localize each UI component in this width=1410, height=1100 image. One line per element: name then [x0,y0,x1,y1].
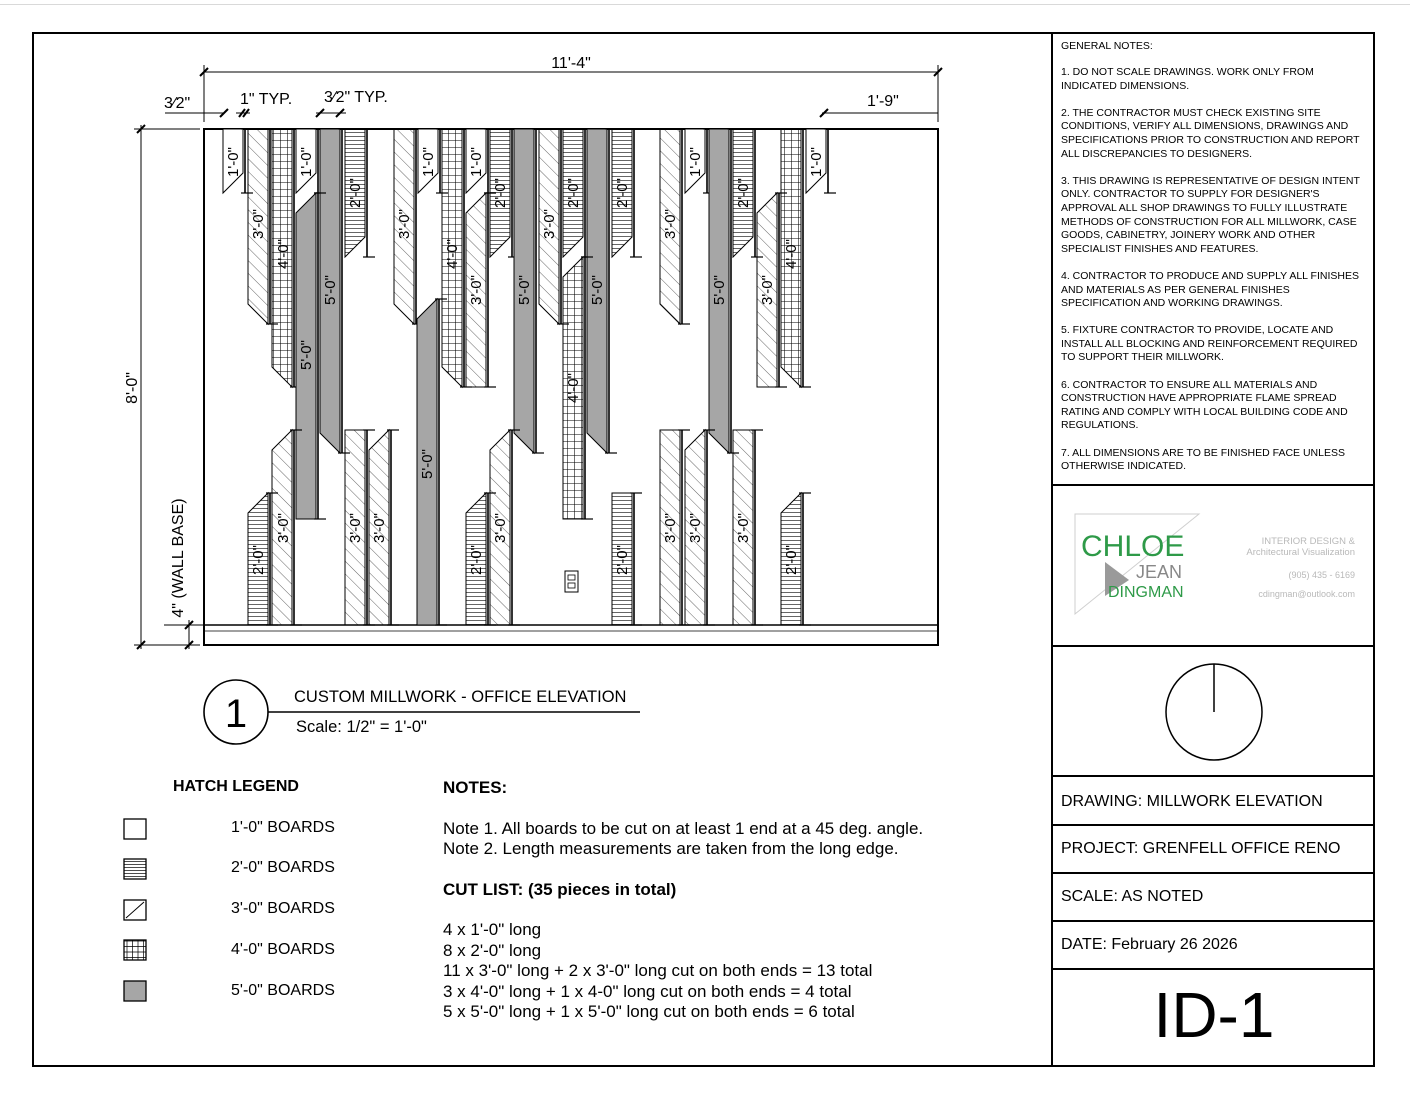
legend-swatch-2ft [124,859,146,879]
legend-label-3ft: 3'-0" BOARDS [231,900,335,917]
general-note: 4. CONTRACTOR TO PRODUCE AND SUPPLY ALL FINISHES AND MATERIALS AS PER GENERAL FINISHES SPECIFICATION AND WORKING DRAWINGS. [1061,269,1359,310]
notes-block [443,778,1043,1023]
board-length-label: 4'-0" [783,239,800,269]
board-length-label: 3'-0" [687,513,704,543]
legend-label-5ft: 5'-0" BOARDS [231,982,335,999]
notes-title: NOTES: [443,778,508,797]
board-length-label: 1'-0" [225,147,242,177]
board-length-label: 1'-0" [808,147,825,177]
cut-list-line: 8 x 2'-0" long [443,940,542,960]
sheet-number: ID-1 [1153,979,1275,1051]
board-length-label: 3'-0" [662,209,679,239]
board-length-label: 4'-0" [275,239,292,269]
general-notes-title: GENERAL NOTES: [1061,40,1153,52]
board-length-label: 2'-0" [347,178,364,208]
board-length-label: 3'-0" [396,209,413,239]
drawing-number: 1 [224,692,248,736]
overall-height-text: 8'-0" [124,372,141,404]
cut-list-line: 5 x 5'-0" long + 1 x 5'-0" long cut on both ends = 6 total [443,1002,855,1021]
logo-tagline-1: INTERIOR DESIGN & [1261,536,1355,547]
legend-label-2ft: 2'-0" BOARDS [231,859,335,876]
board-length-label: 5'-0" [516,275,533,305]
board-length-label: 5'-0" [322,275,339,305]
drawing-date: DATE: February 26 2026 [1061,936,1238,953]
cut-list-line: 3 x 4'-0" long + 1 x 4-0" long cut on both ends = 4 total [443,981,852,1001]
cut-list-line: 11 x 3'-0" long + 2 x 3'-0" long cut on both ends = 13 total [443,961,873,980]
logo-first-name: CHLOE [1081,530,1185,563]
general-note: 6. CONTRACTOR TO ENSURE ALL MATERIALS AND CONSTRUCTION HAVE APPROPRIATE FLAME SPREAD RATING AND COMPLY WITH LOCAL BUILDING CODE AND REGULATIONS. [1061,378,1348,432]
board-length-label: 2'-0" [468,545,485,575]
board-length-label: 2'-0" [735,178,752,208]
board-length-label: 1'-0" [687,147,704,177]
board-length-label: 2'-0" [783,545,800,575]
board-length-label: 2'-0" [614,178,631,208]
board-length-label: 2'-0" [250,545,267,575]
cut-list-line: 4 x 1'-0" long [443,920,542,939]
drawing-name: DRAWING: MILLWORK ELEVATION [1061,793,1323,810]
legend-swatch-5ft [124,981,146,1001]
legend-swatch-1ft [124,819,146,839]
general-note: 5. FIXTURE CONTRACTOR TO PROVIDE, LOCATE AND INSTALL ALL BLOCKING AND REINFORCEMENT REQUIRED TO SUPPORT THEIR MILLWORK. [1061,324,1358,364]
board-length-label: 4'-0" [444,239,461,269]
general-note: 3. THIS DRAWING IS REPRESENTATIVE OF DESIGN INTENT ONLY. CONTRACTOR TO SUPPLY FOR DESIGNER'S APPROVAL ALL SHOP DRAWINGS TO FULLY ILLUSTRATE METHODS OF CONSTRUCTION FOR ALL MILLWORK, CASE GOODS, CABINETRY, JOINERY WORK AND OTHER SPECIALIST FINISHES AND FEATURES. [1061,174,1360,255]
project-name: PROJECT: GRENFELL OFFICE RENO [1061,840,1341,857]
title-block [1051,32,1375,1067]
board-length-label: 3'-0" [735,513,752,543]
date-section [1053,922,1375,970]
board-length-label: 3'-0" [468,275,485,305]
north-arrow-section [1053,647,1375,777]
board-width-text: 3⁄2" TYP. [324,89,388,106]
legend-swatch-4ft [124,940,146,960]
logo-last-name: DINGMAN [1108,584,1184,601]
board-length-label: 3'-0" [347,513,364,543]
left-gap-text: 3⁄2" [164,95,191,112]
board-length-label: 1'-0" [468,147,485,177]
board-length-label: 2'-0" [492,178,509,208]
board-length-label: 5'-0" [298,340,315,370]
logo-tagline-2: Architectural Visualization [1246,547,1355,558]
board-length-label: 1'-0" [420,147,437,177]
board-length-label: 1'-0" [298,147,315,177]
logo-middle-name: JEAN [1136,562,1183,582]
board-length-label: 4'-0" [565,373,582,403]
general-notes-list [1061,66,1361,487]
general-note: 2. THE CONTRACTOR MUST CHECK EXISTING SITE CONDITIONS, VERIFY ALL DIMENSIONS, DRAWINGS AND SPECIFICATIONS PRIOR TO CONSTRUCTION AND REPORT ALL DISCREPANCIES TO DESIGNERS. [1061,106,1360,160]
overall-width-text: 11'-4" [551,55,591,72]
drawing-title: CUSTOM MILLWORK - OFFICE ELEVATION [294,688,627,706]
general-note: 7. ALL DIMENSIONS ARE TO BE FINISHED FACE UNLESS OTHERWISE INDICATED. [1061,446,1345,473]
general-note: 1. DO NOT SCALE DRAWINGS. WORK ONLY FROM INDICATED DIMENSIONS. [1061,66,1314,92]
board-length-label: 3'-0" [371,513,388,543]
logo-email: cdingman@outlook.com [1258,589,1355,599]
board-length-label: 5'-0" [589,275,606,305]
board-length-label: 2'-0" [614,545,631,575]
logo-section [1053,486,1375,647]
note-line: Note 2. Length measurements are taken from the long edge. [443,839,899,858]
hatch-legend-title: HATCH LEGEND [173,778,299,795]
cut-list-title: CUT LIST: (35 pieces in total) [443,879,677,899]
drawing-scale: Scale: 1/2" = 1'-0" [296,718,427,736]
general-notes-section [1053,32,1375,486]
board-length-label: 3'-0" [250,209,267,239]
scale-section [1053,874,1375,922]
electrical-outlet [565,571,578,592]
board-length-label: 3'-0" [492,513,509,543]
logo-phone: (905) 435 - 6169 [1288,570,1355,580]
board-gap-text: 1" TYP. [240,91,293,108]
drawing-name-section [1053,777,1375,826]
board-length-label: 5'-0" [419,449,436,479]
board-length-label: 5'-0" [711,275,728,305]
wall-base-text: 4" (WALL BASE) [170,498,187,618]
project-section [1053,826,1375,874]
legend-label-1ft: 1'-0" BOARDS [231,819,335,836]
right-offset-text: 1'-9" [867,93,899,110]
note-line: Note 1. All boards to be cut on at least 1 end at a 45 deg. angle. [443,818,924,838]
board-length-label: 3'-0" [275,513,292,543]
board-length-label: 3'-0" [759,275,776,305]
board-length-label: 3'-0" [662,513,679,543]
board-length-label: 3'-0" [541,209,558,239]
scale-note: SCALE: AS NOTED [1061,888,1204,905]
board-length-label: 2'-0" [565,178,582,208]
north-arrow-icon [1164,662,1274,772]
legend-label-4ft: 4'-0" BOARDS [231,941,335,958]
